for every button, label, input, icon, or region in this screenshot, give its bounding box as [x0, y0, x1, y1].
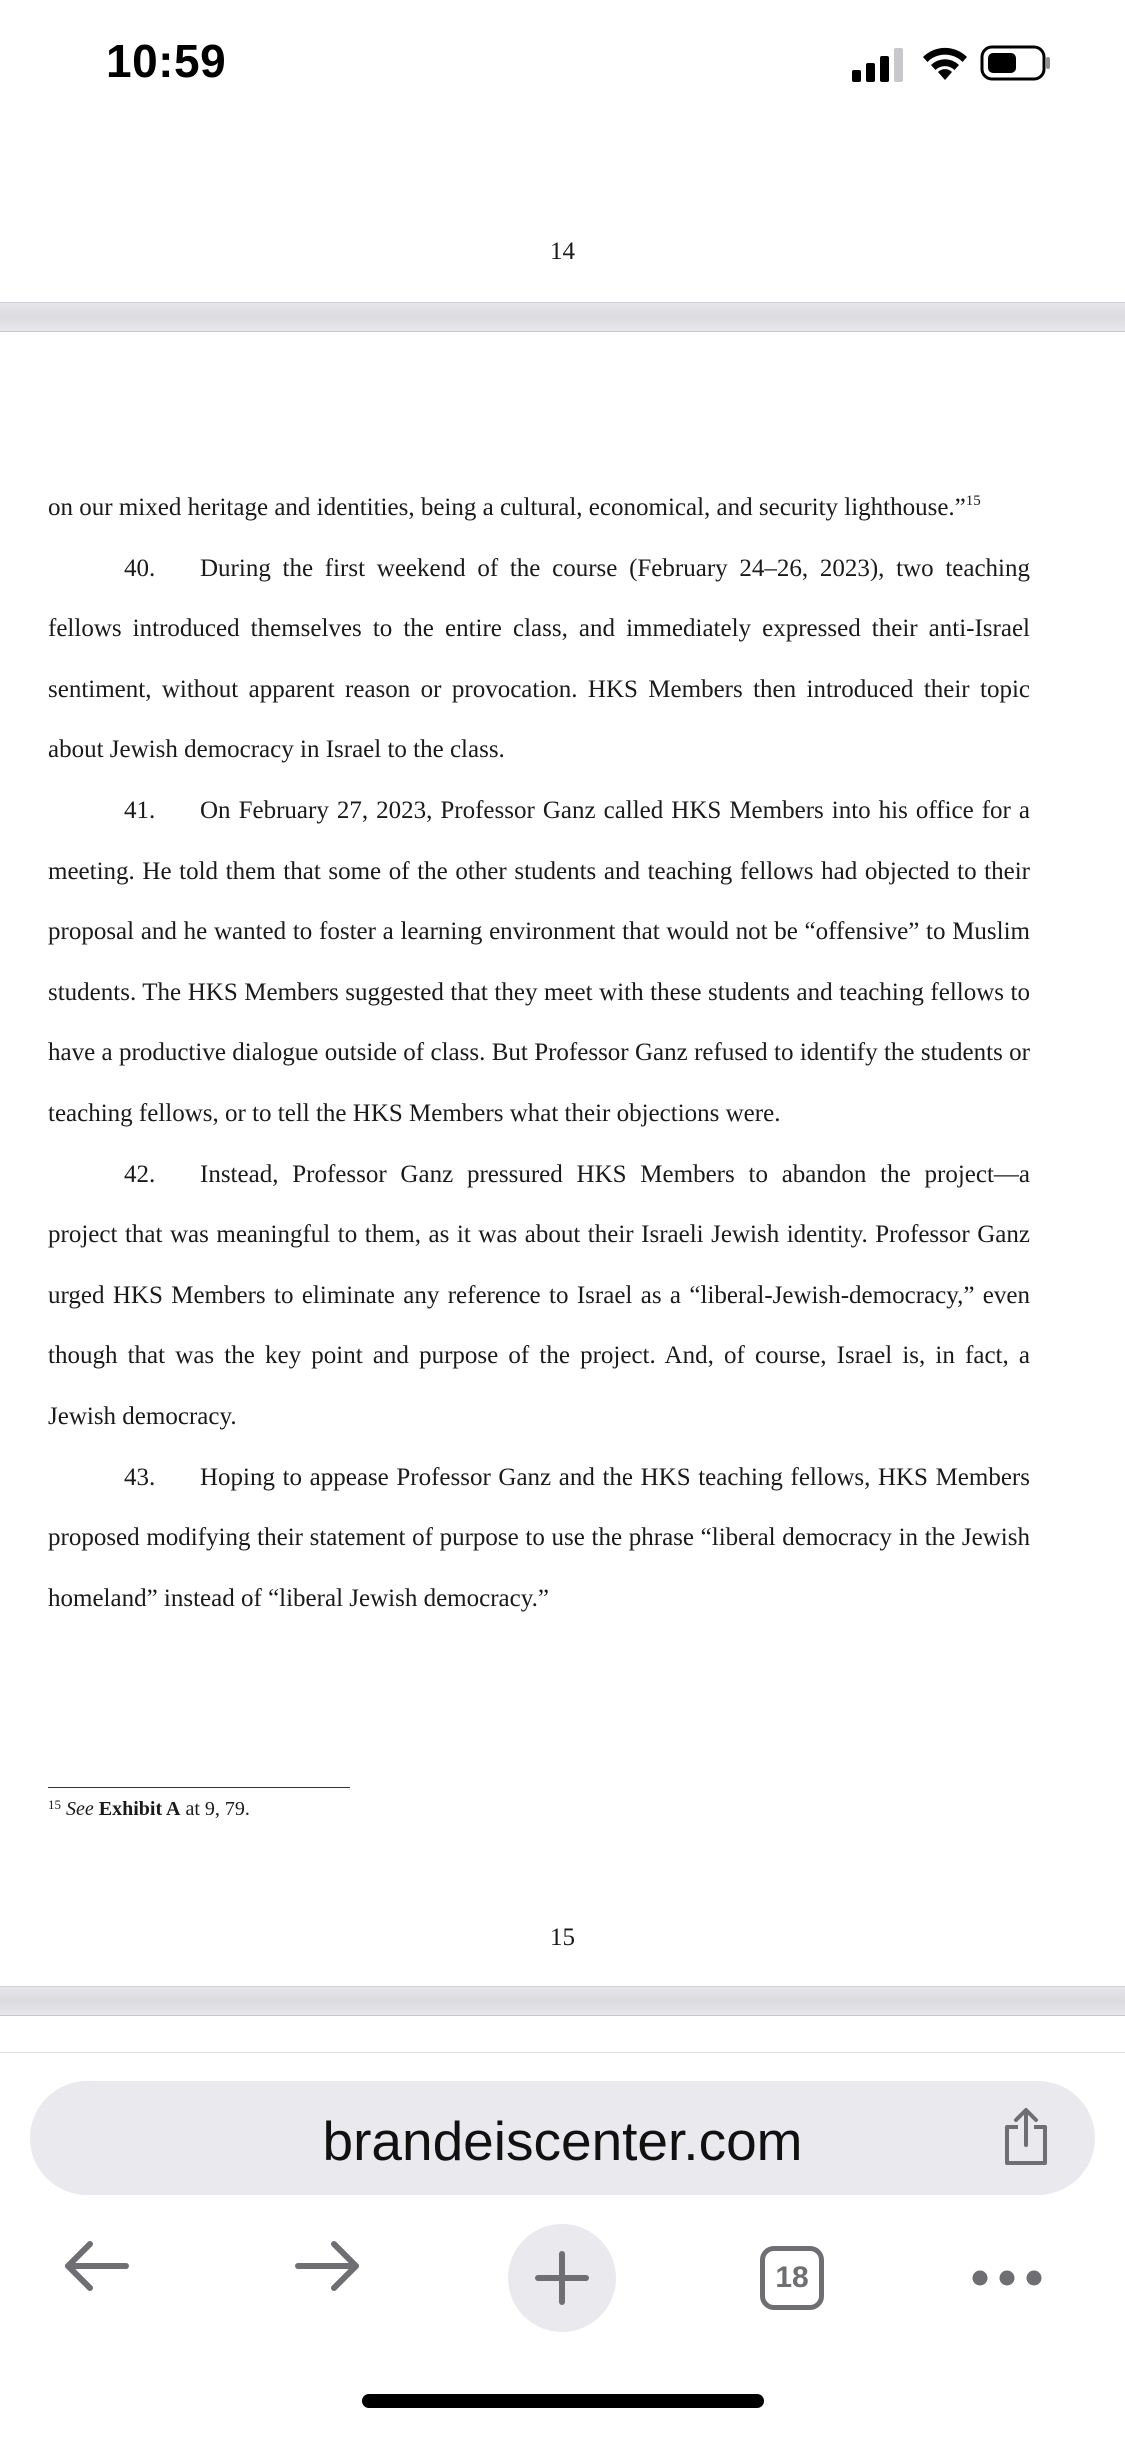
- page-number-top: 14: [550, 238, 575, 265]
- share-icon[interactable]: [1001, 2107, 1051, 2167]
- footnote-rest: at 9, 79.: [180, 1798, 250, 1820]
- url-text[interactable]: brandeiscenter.com: [322, 2110, 803, 2172]
- paragraph-number: 43.: [124, 1463, 156, 1491]
- status-time: 10:59: [106, 35, 227, 87]
- paragraph-42: [48, 1145, 1030, 1448]
- status-bar: [0, 0, 1125, 130]
- paragraph-text: Instead, Professor Ganz pressured HKS Members to abandon the project—a project that was meaningful to them, as it was about their Israeli Jewish identity. Professor Ganz urged HKS Members to eliminate any reference to Israel as a “liberal-Jewish-democracy,” even though that was the key point and purpose of the project. And, of course, Israel is, in fact, a Jewish democracy.: [48, 1160, 1030, 1430]
- back-button[interactable]: [56, 2226, 136, 2306]
- more-button[interactable]: [970, 2248, 1044, 2308]
- paragraph-number: 41.: [124, 796, 156, 824]
- footnote-reference: 15: [965, 493, 981, 509]
- paragraph-number: 40.: [124, 554, 156, 582]
- document-body: [48, 478, 1030, 1629]
- plus-icon: [534, 2250, 590, 2306]
- tab-count: 18: [775, 2261, 809, 2294]
- paragraph-text: Hoping to appease Professor Ganz and the HKS teaching fellows, HKS Members proposed modifying their statement of purpose to use the phrase “liberal democracy in the Jewish homeland” instead of “liberal Jewish democracy.”: [48, 1463, 1030, 1612]
- footnote: [48, 1798, 250, 1821]
- continuation-text: on our mixed heritage and identities, being a cultural, economical, and security lighthouse.”: [48, 494, 966, 521]
- paragraph-text: On February 27, 2023, Professor Ganz called HKS Members into his office for a meeting. He told them that some of the other students and teaching fellows had objected to their proposal and he wanted to foster a learning environment that would not be “offensive” to Muslim students. The HKS Members suggested that they meet with these students and teaching fellows to have a productive dialogue outside of class. But Professor Ganz refused to identify the students or teaching fellows, or to tell the HKS Members what their objections were.: [48, 796, 1030, 1127]
- tabs-icon: [760, 2246, 824, 2310]
- wifi-icon: [920, 44, 970, 82]
- arrow-left-icon: [60, 2236, 132, 2296]
- paragraph-40: [48, 539, 1030, 781]
- paragraph-number: 42.: [124, 1160, 156, 1188]
- paragraph-41: [48, 781, 1030, 1145]
- page-number-bottom: 15: [550, 1924, 575, 1951]
- footnote-divider: [48, 1787, 350, 1788]
- home-indicator[interactable]: [362, 2394, 764, 2408]
- page-separator: [0, 302, 1125, 332]
- forward-button[interactable]: [288, 2226, 368, 2306]
- page-separator: [0, 1986, 1125, 2016]
- paragraph-43: [48, 1448, 1030, 1630]
- arrow-right-icon: [292, 2236, 364, 2296]
- footnote-exhibit: Exhibit A: [98, 1798, 181, 1820]
- new-tab-button[interactable]: [508, 2224, 616, 2332]
- address-bar[interactable]: [30, 2081, 1095, 2195]
- ellipsis-icon: [970, 2266, 1044, 2290]
- battery-icon: [980, 44, 1052, 82]
- cellular-signal-icon: [852, 48, 904, 82]
- tabs-button[interactable]: [754, 2240, 830, 2316]
- footnote-see: See: [66, 1798, 94, 1820]
- paragraph-text: During the first weekend of the course (February 24–26, 2023), two teaching fellows introduced themselves to the entire class, and immediately expressed their anti-Israel sentiment, without apparent reason or provocation. HKS Members then introduced their topic about Jewish democracy in Israel to the class.: [48, 554, 1030, 764]
- footnote-number: 15: [48, 1797, 61, 1812]
- continuation-paragraph: [48, 478, 1030, 539]
